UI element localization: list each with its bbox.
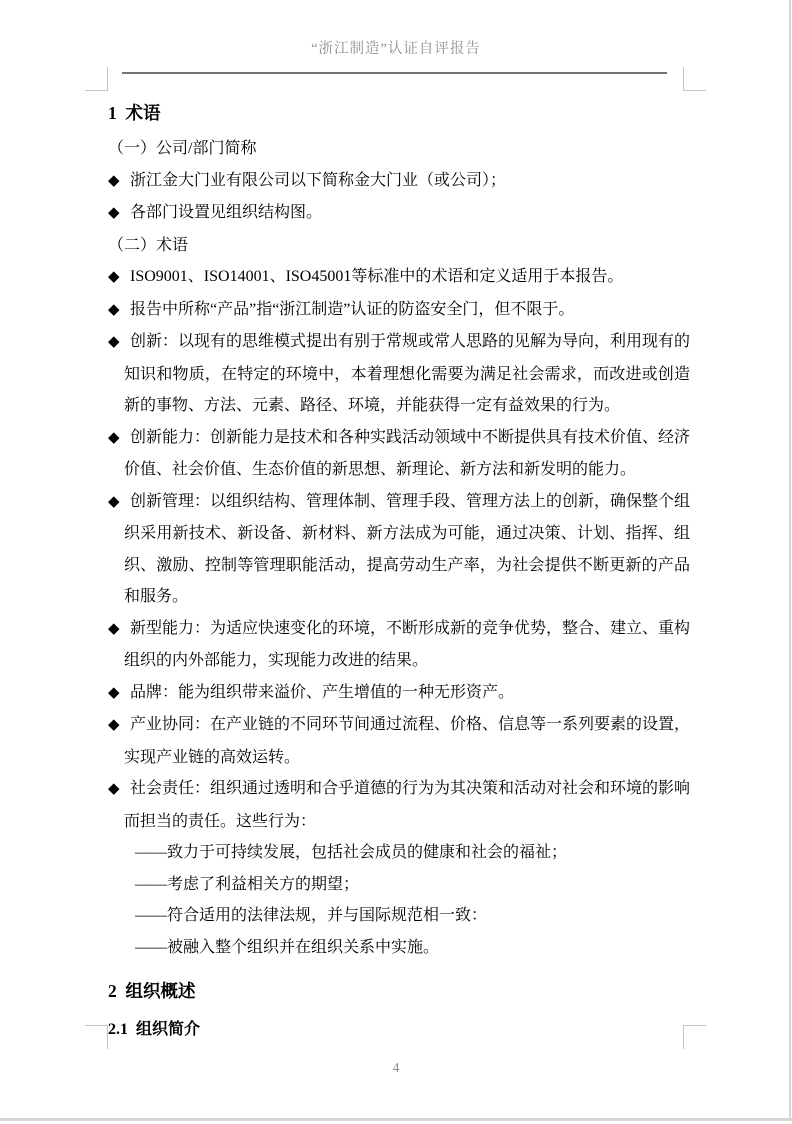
- bullet-paragraph: [108, 422, 690, 486]
- bullet-paragraph: [108, 165, 690, 198]
- header-divider: [122, 72, 667, 74]
- diamond-bullet-icon: ◆: [108, 684, 120, 701]
- diamond-bullet-icon: ◆: [108, 172, 120, 189]
- bullet-paragraph: [108, 677, 690, 710]
- subsection-heading: 2.1 组织简介: [108, 1021, 201, 1038]
- bullet-paragraph: [108, 261, 690, 294]
- document-body[interactable]: [108, 89, 690, 1045]
- bullet-paragraph: [108, 326, 690, 422]
- page-header-title: “浙江制造”认证自评报告: [311, 41, 481, 57]
- bullet-text: 品牌：能为组织带来溢价、产生增值的一种无形资产。: [130, 683, 515, 701]
- diamond-bullet-icon: ◆: [108, 717, 120, 733]
- section-heading: 1 术语: [108, 103, 161, 123]
- crop-mark-top-left: [85, 67, 108, 91]
- bullet-text: 创新：以现有的思维模式提出有别于常规或常人思路的见解为导向，利用现有的知识和物质，在特定的环境中，本着理想化需要为满足社会需求，而改进或创造新的事物、方法、元素、路径、环境，并能获得一定有益效果的行为。: [124, 333, 691, 414]
- bullet-paragraph: [108, 486, 690, 613]
- diamond-bullet-icon: ◆: [108, 429, 120, 446]
- bullet-text: 创新管理：以组织结构、管理体制、管理手段、管理方法上的创新，确保整个组织采用新技术、新设备、新材料、新方法成为可能，通过决策、计划、指挥、组织、激励、控制等管理职能活动，提高劳动生产率，为社会提供不断更新的产品和服务。: [124, 492, 691, 605]
- bullet-paragraph: [108, 613, 690, 677]
- diamond-bullet-icon: ◆: [108, 493, 120, 510]
- bullet-text: 社会责任：组织通过透明和合乎道德的行为为其决策和活动对社会和环境的影响而担当的责任。这些行为：: [124, 780, 691, 830]
- diamond-bullet-icon: ◆: [108, 301, 120, 318]
- bullet-text: 各部门设置见组织结构图。: [130, 204, 323, 221]
- page-edge-bottom: [0, 1118, 792, 1121]
- bullet-paragraph: [108, 197, 690, 230]
- dash-list-item: ——被融入整个组织并在组织关系中实施。: [135, 938, 440, 956]
- bullet-text: ISO9001、ISO14001、ISO45001等标准中的术语和定义适用于本报告。: [130, 268, 624, 285]
- section-heading: 2 组织概述: [108, 981, 196, 1001]
- dash-list-item: ——致力于可持续发展，包括社会成员的健康和社会的福祉；: [135, 844, 568, 861]
- bullet-paragraph: [108, 709, 690, 773]
- bullet-text: 创新能力：创新能力是技术和各种实践活动领域中不断提供具有技术价值、经济价值、社会价值、生态价值的新思想、新理论、新方法和新发明的能力。: [124, 428, 691, 478]
- bullet-text: 浙江金大门业有限公司以下简称金大门业（或公司）；: [130, 171, 507, 189]
- paragraph: （二）术语: [108, 236, 189, 254]
- page-number: 4: [392, 1060, 400, 1075]
- diamond-bullet-icon: ◆: [108, 781, 120, 797]
- bullet-text: 产业协同：在产业链的不同环节间通过流程、价格、信息等一系列要素的设置，实现产业链的高效运转。: [124, 716, 691, 766]
- bullet-text: 报告中所称“产品”指“浙江制造”认证的防盗安全门，但不限于。: [130, 300, 575, 318]
- page-edge-right: [789, 0, 791, 1119]
- diamond-bullet-icon: ◆: [108, 334, 120, 350]
- diamond-bullet-icon: ◆: [108, 620, 120, 637]
- dash-list-item: ——考虑了利益相关方的期望；: [135, 875, 360, 893]
- dash-list-item: ——符合适用的法律法规，并与国际规范相一致：: [135, 907, 488, 924]
- bullet-paragraph: [108, 294, 690, 327]
- crop-mark-bottom-left: [85, 1025, 108, 1049]
- diamond-bullet-icon: ◆: [108, 205, 120, 221]
- diamond-bullet-icon: ◆: [108, 269, 120, 285]
- bullet-text: 新型能力：为适应快速变化的环境，不断形成新的竞争优势，整合、建立、重构组织的内外部能力，实现能力改进的结果。: [124, 619, 691, 669]
- bullet-paragraph: [108, 773, 690, 837]
- paragraph: （一）公司/部门简称: [108, 140, 257, 157]
- crop-mark-top-right: [683, 67, 706, 91]
